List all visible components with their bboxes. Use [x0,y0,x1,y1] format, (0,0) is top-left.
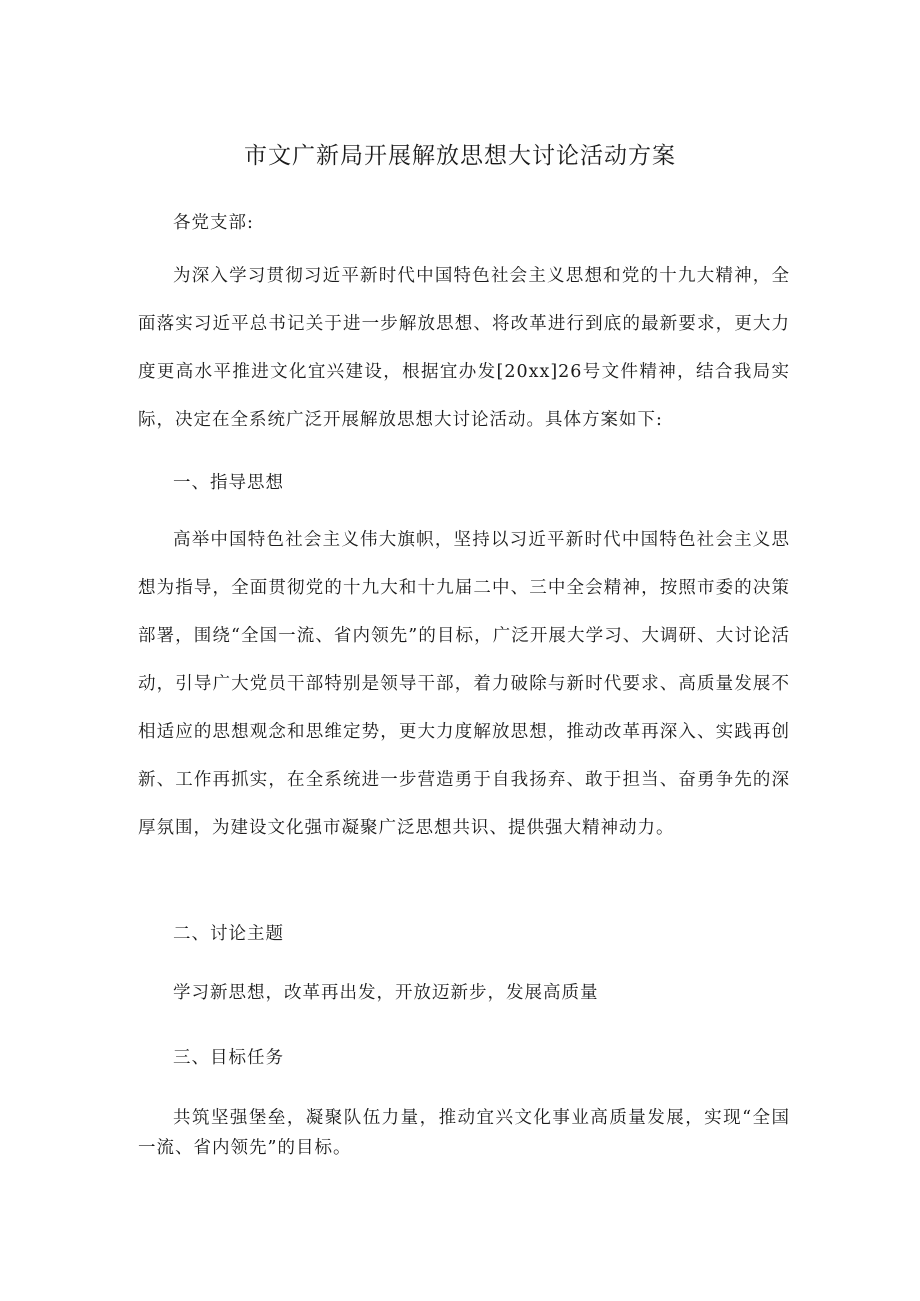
salutation: 各党支部: [173,213,254,233]
section-heading-guiding-ideology: 一、指导思想 [173,473,284,493]
document-title: 市文广新局开展解放思想大讨论活动方案 [244,143,676,169]
section-heading-objectives: 三、目标任务 [173,1048,284,1068]
discussion-theme-paragraph: 学习新思想，改革再出发，开放迈新步，发展高质量 [173,983,599,1003]
section-heading-discussion-theme: 二、讨论主题 [173,924,284,944]
objectives-paragraph: 共筑坚强堡垒，凝聚队伍力量，推动宜兴文化事业高质量发展，实现“全国一流、省内领先”的目标。 [138,1108,790,1158]
intro-paragraph: 为深入学习贯彻习近平新时代中国特色社会主义思想和党的十九大精神，全面落实习近平总书记关于进一步解放思想、将改革进行到底的最新要求，更大力度更高水平推进文化宜兴建设，根据宜办发[20xx]26号文件精神，结合我局实际，决定在全系统广泛开展解放思想大讨论活动。具体方案如下: [138,266,790,430]
guiding-ideology-paragraph: 高举中国特色社会主义伟大旗帜，坚持以习近平新时代中国特色社会主义思想为指导，全面贯彻党的十九大和十九届二中、三中全会精神，按照市委的决策部署，围绕“全国一流、省内领先”的目标，广泛开展大学习、大调研、大讨论活动，引导广大党员干部特别是领导干部，着力破除与新时代要求、高质量发展不相适应的思想观念和思维定势，更大力度解放思想，推动改革再深入、实践再创新、工作再抓实，在全系统进一步营造勇于自我扬弃、敢于担当、奋勇争先的深厚氛围，为建设文化强市凝聚广泛思想共识、提供强大精神动力。 [138,530,790,838]
